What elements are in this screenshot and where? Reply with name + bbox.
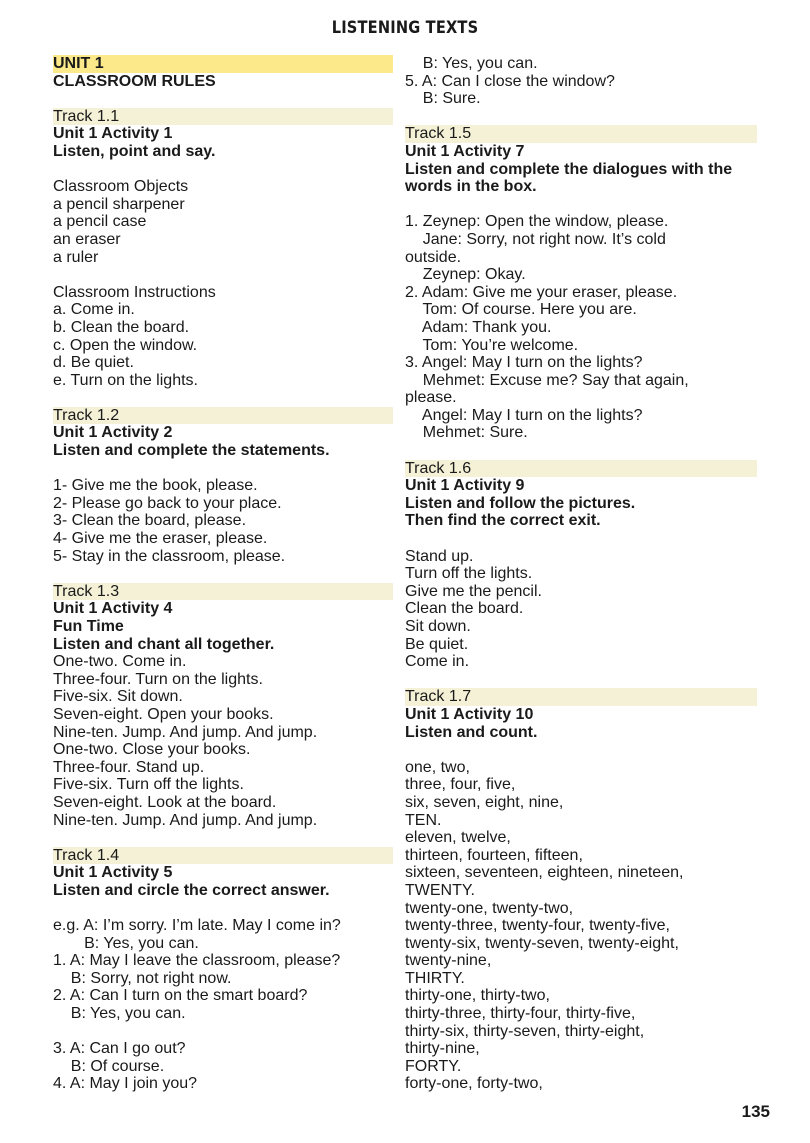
- activity-heading: words in the box.: [405, 178, 537, 196]
- activity-heading: Unit 1 Activity 7: [405, 142, 525, 160]
- text-line: Give me the pencil.: [405, 582, 542, 600]
- text-line: 1- Give me the book, please.: [53, 477, 258, 495]
- text-line: 4. A: May I join you?: [53, 1075, 198, 1093]
- text-line: B: Of course.: [53, 1057, 165, 1075]
- text-line: e.g. A: I’m sorry. I’m late. May I come in?: [53, 917, 341, 935]
- blank-line: [53, 460, 393, 478]
- text-line: Adam: Thank you.: [405, 318, 552, 336]
- text-line: outside.: [405, 248, 462, 266]
- blank-line: [53, 389, 393, 407]
- text-line: Five-six. Sit down.: [53, 688, 183, 706]
- text-line: Be quiet.: [405, 635, 469, 653]
- text-line: 5- Stay in the classroom, please.: [53, 547, 286, 565]
- text-line: 3- Clean the board, please.: [53, 512, 247, 530]
- text-line: Seven-eight. Open your books.: [53, 705, 274, 723]
- track-heading: Track 1.4: [53, 847, 393, 865]
- blank-line: [53, 565, 393, 583]
- text-line: thirty-six, thirty-seven, thirty-eight,: [405, 1022, 645, 1040]
- text-line: sixteen, seventeen, eighteen, nineteen,: [405, 864, 684, 882]
- blank-line: [53, 900, 393, 918]
- text-line: 4- Give me the eraser, please.: [53, 530, 268, 548]
- text-line: thirty-nine,: [405, 1040, 480, 1058]
- blank-line: [53, 161, 393, 179]
- text-line: One-two. Come in.: [53, 653, 187, 671]
- activity-heading: Unit 1 Activity 4: [53, 600, 173, 618]
- track-heading: Track 1.3: [53, 583, 393, 601]
- blank-line: [53, 266, 393, 284]
- text-line: TWENTY.: [405, 881, 475, 899]
- track-heading: Track 1.6: [405, 460, 757, 478]
- activity-heading: Listen and circle the correct answer.: [53, 881, 330, 899]
- text-line: one, two,: [405, 758, 470, 776]
- text-line: a pencil sharpener: [53, 195, 185, 213]
- text-line: please.: [405, 389, 457, 407]
- activity-heading: Listen and count.: [405, 723, 538, 741]
- text-line: Five-six. Turn off the lights.: [53, 776, 244, 794]
- text-line: B: Yes, you can.: [53, 1005, 186, 1023]
- text-line: B: Sorry, not right now.: [53, 969, 232, 987]
- activity-heading: Then find the correct exit.: [405, 512, 601, 530]
- blank-line: [405, 741, 757, 759]
- activity-heading: Unit 1 Activity 2: [53, 424, 173, 442]
- text-line: six, seven, eight, nine,: [405, 793, 564, 811]
- text-line: twenty-one, twenty-two,: [405, 899, 574, 917]
- text-line: THIRTY.: [405, 969, 465, 987]
- text-line: a ruler: [53, 248, 99, 266]
- track-heading: Track 1.7: [405, 688, 757, 706]
- activity-heading: Listen and chant all together.: [53, 635, 275, 653]
- text-line: twenty-nine,: [405, 952, 492, 970]
- page-title: LISTENING TEXTS: [331, 18, 479, 38]
- text-line: Clean the board.: [405, 600, 524, 618]
- text-line: Zeynep: Okay.: [405, 266, 526, 284]
- text-line: Mehmet: Excuse me? Say that again,: [405, 371, 689, 389]
- text-line: 2. Adam: Give me your eraser, please.: [405, 283, 678, 301]
- activity-heading: Listen, point and say.: [53, 142, 216, 160]
- left-column: [53, 55, 393, 1093]
- blank-line: [53, 829, 393, 847]
- text-line: Classroom Instructions: [53, 283, 216, 301]
- track-heading: Track 1.5: [405, 125, 757, 143]
- text-line: an eraser: [53, 230, 121, 248]
- text-line: twenty-six, twenty-seven, twenty-eight,: [405, 934, 679, 952]
- text-line: Stand up.: [405, 547, 474, 565]
- blank-line: [405, 530, 757, 548]
- text-line: Seven-eight. Look at the board.: [53, 793, 277, 811]
- text-line: c. Open the window.: [53, 336, 198, 354]
- unit-heading: UNIT 1: [53, 55, 393, 73]
- right-column: [405, 55, 757, 1093]
- text-line: thirteen, fourteen, fifteen,: [405, 846, 583, 864]
- text-line: Sit down.: [405, 618, 471, 635]
- activity-heading: Unit 1 Activity 10: [405, 705, 534, 723]
- text-line: three, four, five,: [405, 776, 516, 794]
- text-line: Angel: May I turn on the lights?: [405, 406, 643, 424]
- text-line: TEN.: [405, 811, 442, 829]
- activity-heading: Unit 1 Activity 9: [405, 477, 525, 495]
- text-line: Mehmet: Sure.: [405, 424, 528, 442]
- text-line: forty-one, forty-two,: [405, 1075, 543, 1093]
- blank-line: [405, 108, 757, 126]
- text-line: 3. Angel: May I turn on the lights?: [405, 354, 643, 372]
- text-line: 1. A: May I leave the classroom, please?: [53, 952, 341, 970]
- text-line: Tom: Of course. Here you are.: [405, 301, 637, 319]
- text-line: Come in.: [405, 653, 470, 671]
- text-line: Turn off the lights.: [405, 565, 533, 583]
- blank-line: [53, 1023, 393, 1041]
- page-number: 135: [741, 1102, 770, 1121]
- activity-heading: Listen and complete the statements.: [53, 442, 330, 460]
- text-line: B: Sure.: [405, 90, 481, 108]
- blank-line: [405, 442, 757, 460]
- activity-heading: Fun Time: [53, 618, 124, 635]
- text-line: B: Yes, you can.: [405, 55, 538, 72]
- text-line: Classroom Objects: [53, 178, 189, 196]
- activity-heading: Listen and follow the pictures.: [405, 494, 636, 512]
- text-line: a. Come in.: [53, 301, 135, 319]
- text-line: Nine-ten. Jump. And jump. And jump.: [53, 723, 318, 741]
- activity-heading: CLASSROOM RULES: [53, 72, 216, 90]
- blank-line: [405, 671, 757, 689]
- text-line: b. Clean the board.: [53, 318, 190, 336]
- activity-heading: Unit 1 Activity 1: [53, 125, 173, 143]
- text-line: 3. A: Can I go out?: [53, 1040, 186, 1058]
- track-heading: Track 1.2: [53, 407, 393, 425]
- text-line: Jane: Sorry, not right now. It’s cold: [405, 230, 666, 248]
- text-line: Three-four. Stand up.: [53, 758, 205, 776]
- text-line: Nine-ten. Jump. And jump. And jump.: [53, 811, 318, 829]
- text-line: d. Be quiet.: [53, 354, 134, 372]
- text-line: One-two. Close your books.: [53, 741, 251, 759]
- track-heading: Track 1.1: [53, 108, 393, 126]
- text-line: twenty-three, twenty-four, twenty-five,: [405, 917, 670, 935]
- text-line: 2- Please go back to your place.: [53, 494, 282, 512]
- text-line: 2. A: Can I turn on the smart board?: [53, 987, 308, 1005]
- text-line: Tom: You’re welcome.: [405, 336, 579, 354]
- text-line: 5. A: Can I close the window?: [405, 72, 615, 90]
- activity-heading: Unit 1 Activity 5: [53, 864, 173, 882]
- blank-line: [53, 90, 393, 108]
- text-line: eleven, twelve,: [405, 829, 511, 847]
- text-line: thirty-one, thirty-two,: [405, 987, 550, 1005]
- text-line: a pencil case: [53, 213, 147, 231]
- text-line: e. Turn on the lights.: [53, 371, 198, 389]
- activity-heading: Listen and complete the dialogues with the: [405, 160, 733, 178]
- text-line: thirty-three, thirty-four, thirty-five,: [405, 1005, 636, 1023]
- blank-line: [405, 196, 757, 214]
- text-line: FORTY.: [405, 1057, 462, 1075]
- text-line: B: Yes, you can.: [53, 934, 199, 952]
- text-line: Three-four. Turn on the lights.: [53, 670, 263, 688]
- text-line: 1. Zeynep: Open the window, please.: [405, 213, 669, 231]
